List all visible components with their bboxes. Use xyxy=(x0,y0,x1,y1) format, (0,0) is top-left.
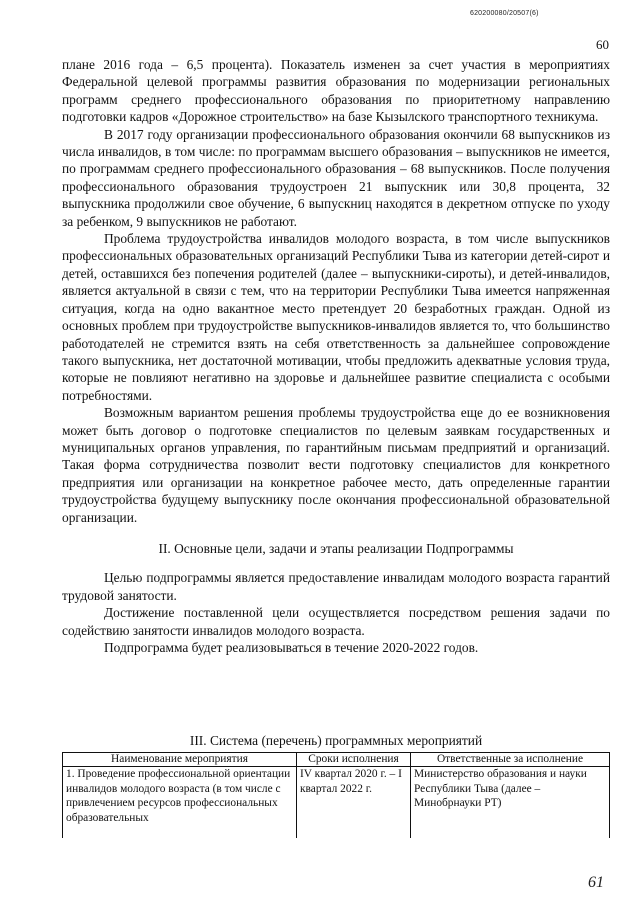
cell-measure-name: 1. Проведение профессиональной ориентации инвалидов молодого возраста (в том числе с привлечением ресурсов профессиональных образовательных xyxy=(63,767,297,839)
page-number: 60 xyxy=(596,37,609,52)
paragraph-employment-problem: Проблема трудоустройства инвалидов молодого возраста, в том числе выпускников профессиональных образовательных организаций Республики Тыва из категории детей-сирот и детей, оставшихся без попечения родителей (далее – выпускники-сироты), и детей-инвалидов, является актуальной в связи с тем, что на территории Республики Тыва имеется напряженная ситуация, когда на одно вакантное место претендует 20 безработных граждан. Одной из основных проблем при трудоустройстве выпускников-инвалидов является то, что большинство работодателей не стремится взять на себя ответственность за дальнейшее сопровождение такого выпускника, нет достаточной мотивации, чтобы предложить адекватные условия труда, которые не повлияют негативно на здоровье и дальнейшее развитие специалиста с особыми потребностями. xyxy=(62,231,610,403)
section-2-title: II. Основные цели, задачи и этапы реализации Подпрограммы xyxy=(158,540,514,556)
handwritten-page-mark: 61 xyxy=(588,874,604,891)
column-header-responsible: Ответственные за исполнение xyxy=(411,753,610,767)
paragraph-goal: Целью подпрограммы является предоставление инвалидам молодого возраста гарантий трудовой занятости. xyxy=(62,570,610,603)
paragraph-continuation: плане 2016 года – 6,5 процента). Показатель изменен за счет участия в мероприятиях Федеральной целевой программы развития образования по модернизации региональных программ среднего профессионального образования по приоритетному направлению подготовки кадров «Дорожное строительство» на базе Кызылского транспортного техникума. xyxy=(62,57,610,125)
cell-responsible: Министерство образования и науки Республики Тыва (далее – Минобрнауки РТ) xyxy=(411,767,610,839)
paragraph-solution: Возможным вариантом решения проблемы трудоустройства еще до ее возникновения может быть договор о подготовке специалистов по целевым заявкам государственных и муниципальных органов управления, по гарантийным письмам предприятий и организаций. Такая форма сотрудничества позволит вести подготовку специалистов для конкретного предприятия или организации на конкретное рабочее место, дать определенные гарантии трудоустройства будущему выпускнику после окончания профессиональной образовательной организации. xyxy=(62,405,610,525)
paragraph-graduates-2017: В 2017 году организации профессионального образования окончили 68 выпускников из числа инвалидов, в том числе: по программам высшего образования – выпускников не имеется, по программам среднего профессионального образования – 68 выпускников. После получения профессионального образования трудоустроен 21 выпускник или 30,8 процента, 32 выпускника продолжили свое обучение, 6 выпускниц находятся в декретном отпуске по уходу за ребенком, 9 выпускников не работают. xyxy=(62,126,610,229)
column-header-term: Сроки исполнения xyxy=(297,753,411,767)
section-3-title: III. Система (перечень) программных мероприятий xyxy=(189,733,483,748)
program-measures-table xyxy=(62,752,610,838)
document-body xyxy=(62,56,610,656)
document-code: 620200080/20507(6) xyxy=(470,10,539,17)
table-header-row xyxy=(63,753,610,767)
table-row xyxy=(63,767,610,839)
cell-term: IV квартал 2020 г. – I квартал 2022 г. xyxy=(297,767,411,839)
paragraph-task: Достижение поставленной цели осуществляется посредством решения задачи по содействию занятости инвалидов молодого возраста. xyxy=(62,605,610,638)
column-header-name: Наименование мероприятия xyxy=(63,753,297,767)
paragraph-period: Подпрограмма будет реализовываться в течение 2020-2022 годов. xyxy=(104,640,479,655)
